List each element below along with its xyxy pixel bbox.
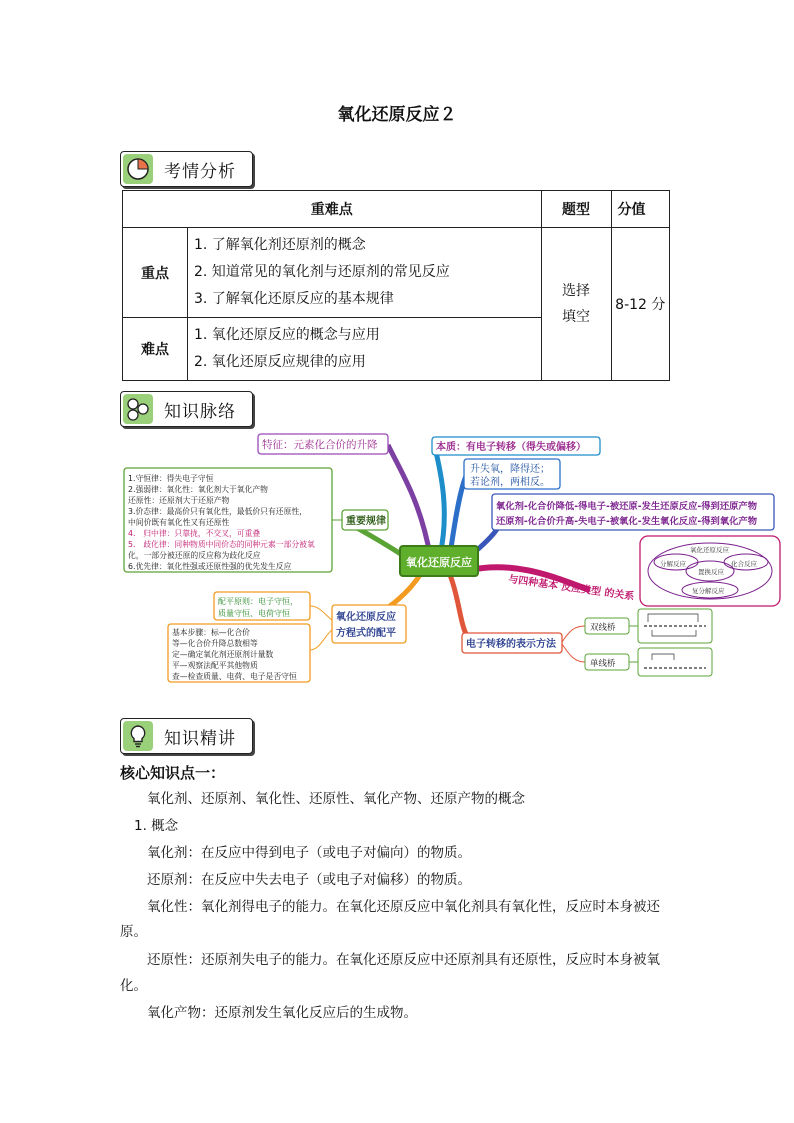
rules-title: 重要规律 [346, 516, 386, 527]
venn-label: 复分解反应 [692, 587, 725, 595]
step-line: 等—化合价升降总数相等 [172, 639, 258, 648]
mnemonic-line: 升失氧，降得还； [470, 464, 550, 475]
subheading: 1. 概念 [134, 818, 179, 834]
principle-line: 配平原则：电子守恒， [218, 597, 298, 606]
header-score: 分值 [611, 191, 669, 228]
row-label-hard: 难点 [123, 318, 188, 381]
feature-label: 特征：元素化合价的升降 [262, 439, 378, 451]
branch-essence [436, 452, 444, 555]
score-cell: 8-12 分 [611, 228, 669, 381]
center-node [400, 546, 478, 576]
intro-text: 氧化剂、还原剂、氧化性、还原性、氧化产物、还原产物的概念 [147, 791, 525, 807]
venn-label: 分解反应 [660, 560, 686, 568]
paragraph: 氧化产物：还原剂发生氧化反应后的生成物。 [147, 1005, 417, 1021]
venn-label: 置换反应 [698, 568, 724, 576]
relation-line: 氧化剂-化合价降低-得电子-被还原-发生还原反应-得到还原产物 [496, 501, 758, 512]
rule-line: 化，一部分被还原的反应称为歧化反应 [128, 551, 261, 560]
list-item: 2. 氧化还原反应规律的应用 [194, 354, 366, 370]
list-item: 2. 知道常见的氧化剂与还原剂的常见反应 [194, 264, 450, 280]
header-key: 重难点 [123, 191, 542, 228]
type-line: 选择 [562, 283, 591, 299]
step-line: 平—观察法配平其他物质 [172, 661, 258, 670]
knowledge-heading: 核心知识点一： [120, 764, 226, 782]
step-line: 查—检查质量、电荷、电子是否守恒 [172, 672, 297, 681]
page-title: 氧化还原反应２ [337, 105, 457, 125]
list-item: 1. 了解氧化剂还原剂的概念 [194, 237, 366, 253]
branch-feature [388, 445, 430, 555]
section-label: 考情分析 [164, 162, 236, 182]
paragraph: 还原性：还原剂失电子的能力。在氧化还原反应中还原剂具有还原性，反应时本身被氧 [147, 952, 660, 968]
single-bridge-label: 单线桥 [590, 659, 616, 669]
rule-line: 还原性：还原剂大于还原产物 [128, 496, 230, 505]
double-bridge-equation-image [638, 609, 712, 643]
mnemonic-line: 若论剂，两相反。 [470, 477, 550, 488]
rule-line: 5. 歧化律：同种物质中同价态的同种元素一部分被氧 [128, 540, 315, 549]
relation-line: 还原剂-化合价升高-失电子-被氧化-发生氧化反应-得到氧化产物 [496, 516, 758, 527]
section-label: 知识脉络 [164, 402, 236, 422]
essence-label: 本质：有电子转移（得失或偏移） [436, 442, 586, 453]
section-label: 知识精讲 [164, 729, 236, 749]
balance-title: 氧化还原反应 [336, 612, 396, 623]
paragraph: 还原剂：在反应中失去电子（或电子对偏移）的物质。 [147, 872, 471, 888]
balance-title: 方程式的配平 [336, 628, 396, 639]
single-bridge-equation-image [638, 648, 712, 676]
list-item: 1. 氧化还原反应的概念与应用 [194, 327, 380, 343]
paragraph: 氧化性：氧化剂得电子的能力。在氧化还原反应中氧化剂具有氧化性，反应时本身被还 [147, 899, 660, 915]
four-types-label: 与四种基本 反应类型 的关系 [507, 574, 635, 603]
header-type: 题型 [541, 191, 611, 228]
rule-line: 1.守恒律：得失电子守恒 [128, 474, 214, 483]
row-label-key: 重点 [123, 228, 188, 318]
paragraph: 氧化剂：在反应中得到电子（或电子对偏向）的物质。 [147, 845, 471, 861]
paragraph: 原。 [120, 924, 147, 940]
rule-line: 4. 归中律：只靠拢，不交叉，可重叠 [128, 529, 261, 538]
branch-mnemonic [450, 476, 466, 555]
rule-line: 3.价态律：最高价只有氧化性，最低价只有还原性， [128, 507, 307, 516]
principle-line: 质量守恒、电荷守恒 [218, 609, 290, 618]
step-line: 基本步骤：标—化合价 [172, 628, 250, 637]
venn-label: 化合反应 [731, 560, 757, 568]
rule-line: 中间价既有氧化性又有还原性 [128, 518, 230, 527]
center-label: 氧化还原反应 [406, 556, 472, 569]
step-line: 定—确定氧化剂还原剂计量数 [172, 650, 274, 659]
venn-label: 氧化还原反应 [690, 546, 729, 554]
paragraph: 化。 [120, 978, 147, 994]
section-lecture [120, 718, 253, 754]
rule-line: 6.优先律：氧化性强或还原性强的优先发生反应 [128, 562, 292, 571]
transfer-title: 电子转移的表示方法 [466, 639, 556, 650]
branch-transfer [450, 575, 470, 640]
list-item: 3. 了解氧化还原反应的基本规律 [194, 291, 394, 307]
double-bridge-label: 双线桥 [590, 623, 616, 633]
type-line: 填空 [562, 309, 591, 325]
rule-line: 2.强弱律：氧化性：氧化剂大于氧化产物 [128, 485, 268, 494]
lightbulb-icon [123, 721, 153, 751]
